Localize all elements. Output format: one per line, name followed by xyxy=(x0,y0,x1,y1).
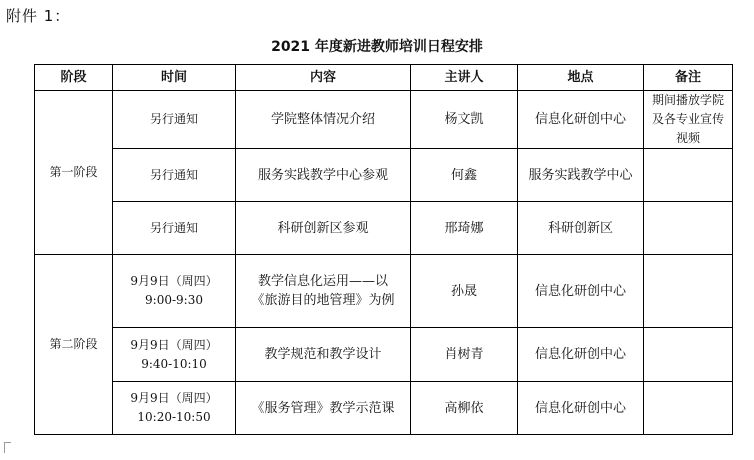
content-cell: 服务实践教学中心参观 xyxy=(236,149,411,202)
time-range: 9:40-10:10 xyxy=(141,356,207,371)
time-range: 10:20-10:50 xyxy=(137,410,211,424)
venue-cell: 科研创新区 xyxy=(518,202,644,255)
speaker-cell: 肖树青 xyxy=(411,328,518,382)
time-date: 9月9日（周四） xyxy=(130,274,218,288)
table-row xyxy=(35,255,733,328)
content-cell: 教学规范和教学设计 xyxy=(236,328,411,382)
schedule-table xyxy=(34,64,733,435)
column-header-venue: 地点 xyxy=(518,65,644,91)
column-header-stage: 阶段 xyxy=(35,65,113,91)
stage-cell: 第二阶段 xyxy=(35,255,113,435)
speaker-cell: 高柳依 xyxy=(411,382,518,435)
column-header-time: 时间 xyxy=(113,65,236,91)
table-row xyxy=(35,202,733,255)
table-row xyxy=(35,328,733,382)
time-cell xyxy=(113,382,236,435)
table-row xyxy=(35,149,733,202)
venue-cell: 服务实践教学中心 xyxy=(518,149,644,202)
venue-cell: 信息化研创中心 xyxy=(518,382,644,435)
stage-cell: 第一阶段 xyxy=(35,91,113,255)
note-cell xyxy=(644,328,733,382)
time-cell xyxy=(113,255,236,328)
venue-cell: 信息化研创中心 xyxy=(518,91,644,149)
note-cell xyxy=(644,202,733,255)
speaker-cell: 孙晟 xyxy=(411,255,518,328)
content-cell: 《服务管理》教学示范课 xyxy=(236,382,411,435)
table-row xyxy=(35,91,733,149)
column-header-note: 备注 xyxy=(644,65,733,91)
document-title: 2021 年度新进教师培训日程安排 xyxy=(271,39,483,55)
margin-corner-mark xyxy=(4,442,11,453)
note-cell: 期间播放学院及各专业宣传视频 xyxy=(644,91,733,149)
time-date: 9月9日（周四） xyxy=(130,391,218,405)
content-cell: 学院整体情况介绍 xyxy=(236,91,411,149)
attachment-label: 附件 1： xyxy=(6,7,71,25)
note-cell xyxy=(644,149,733,202)
content-cell xyxy=(236,255,411,328)
time-range: 9:00-9:30 xyxy=(145,293,203,307)
note-cell xyxy=(644,382,733,435)
column-header-content: 内容 xyxy=(236,65,411,91)
speaker-cell: 何鑫 xyxy=(411,149,518,202)
note-cell xyxy=(644,255,733,328)
content-line: 教学信息化运用——以 xyxy=(257,274,388,289)
venue-cell: 信息化研创中心 xyxy=(518,255,644,328)
column-header-speaker: 主讲人 xyxy=(411,65,518,91)
table-row xyxy=(35,382,733,435)
content-cell: 科研创新区参观 xyxy=(236,202,411,255)
time-cell: 另行通知 xyxy=(113,202,236,255)
time-cell: 另行通知 xyxy=(113,149,236,202)
time-cell: 另行通知 xyxy=(113,91,236,149)
venue-cell: 信息化研创中心 xyxy=(518,328,644,382)
header-row xyxy=(35,65,733,91)
speaker-cell: 邢琦娜 xyxy=(411,202,518,255)
content-line: 《旅游目的地管理》为例 xyxy=(251,293,395,308)
time-cell xyxy=(113,328,236,382)
speaker-cell: 杨文凯 xyxy=(411,91,518,149)
time-date: 9月9日（周四） xyxy=(130,337,218,352)
